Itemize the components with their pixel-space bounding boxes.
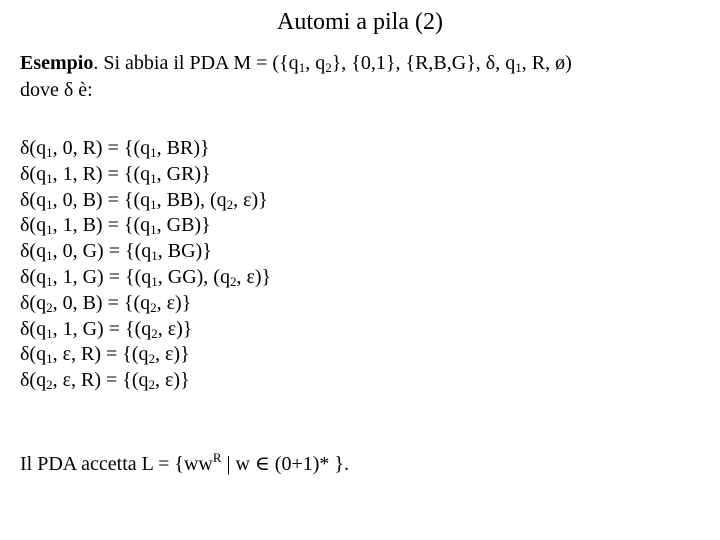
text-run: , q <box>305 52 326 74</box>
text-run: dove δ è: <box>20 79 93 101</box>
text-run: , GR)} <box>156 162 211 185</box>
transition-rule <box>20 162 271 188</box>
text-run: Il PDA accetta L = {ww <box>20 453 213 475</box>
transition-rule <box>20 265 271 291</box>
text-run: δ(q <box>20 214 47 237</box>
slide-title: Automi a pila (2) <box>277 9 443 35</box>
subscript: 1 <box>46 145 53 160</box>
text-run: , 1, R) = {(q <box>52 162 151 185</box>
text-run: , 0, G) = {(q <box>52 240 152 263</box>
subscript: 1 <box>298 60 306 75</box>
subscript: 2 <box>229 273 237 289</box>
transition-rule <box>20 188 271 214</box>
transition-list <box>20 136 271 394</box>
transition-rule <box>20 342 271 368</box>
subscript: 2 <box>148 377 156 393</box>
text-run: , ε)} <box>157 317 193 340</box>
subscript: 1 <box>150 222 157 238</box>
text-run: , 0, R) = {(q <box>52 137 151 159</box>
intro-line <box>20 50 710 77</box>
intro-line-1 <box>93 52 571 74</box>
superscript: R <box>212 450 222 465</box>
transition-rule <box>20 368 271 394</box>
text-run: , GG), (q <box>157 265 230 288</box>
text-run: , 1, G) = {(q <box>52 317 152 340</box>
text-run: δ(q <box>20 317 47 340</box>
text-run: δ(q <box>20 369 47 392</box>
subscript: 1 <box>46 325 53 341</box>
text-run: δ(q <box>20 343 47 366</box>
text-run: , ε)} <box>156 291 192 314</box>
subscript: 2 <box>325 60 332 75</box>
text-run: δ(q <box>20 188 47 211</box>
text-run: δ(q <box>20 291 47 314</box>
text-run: , ε, R) = {(q <box>52 343 149 366</box>
subscript: 1 <box>150 145 157 160</box>
text-run: | w ∈ (0+1)* }. <box>221 453 349 475</box>
subscript: 1 <box>150 170 157 186</box>
text-run: , ε)} <box>233 188 268 211</box>
subscript: 1 <box>46 170 53 186</box>
subscript: 2 <box>148 351 156 367</box>
text-run: , ε, R) = {(q <box>52 369 149 392</box>
text-run: , GB)} <box>156 214 211 237</box>
subscript: 2 <box>150 299 157 315</box>
subscript: 1 <box>46 222 53 238</box>
text-run: , R, ø) <box>521 52 572 74</box>
language-statement <box>20 450 349 478</box>
subscript: 2 <box>226 196 234 212</box>
text-run: δ(q <box>20 137 47 159</box>
subscript: 2 <box>46 299 53 315</box>
text-run: , BG)} <box>157 240 212 263</box>
subscript: 2 <box>151 325 158 341</box>
text-run: }, {0,1}, {R,B,G}, δ, q <box>331 52 516 74</box>
subscript: 1 <box>46 248 53 264</box>
subscript: 1 <box>46 196 53 212</box>
example-heading: Esempio <box>20 52 94 74</box>
subscript: 1 <box>151 273 158 289</box>
text-run: , BB), (q <box>156 188 227 211</box>
text-run: . Si abbia il PDA M = ({q <box>93 52 299 74</box>
transition-rule <box>20 291 271 317</box>
subscript: 1 <box>46 273 53 289</box>
example-intro <box>20 50 710 104</box>
text-run: δ(q <box>20 265 47 288</box>
transition-rule <box>20 213 271 239</box>
text-run: δ(q <box>20 162 47 185</box>
text-run: , ε)} <box>236 265 272 288</box>
subscript: 1 <box>151 248 158 264</box>
text-run: , 1, G) = {(q <box>52 265 152 288</box>
text-run: , BR)} <box>156 137 210 159</box>
subscript: 1 <box>46 351 53 367</box>
text-run: , 0, B) = {(q <box>52 291 151 314</box>
text-run: δ(q <box>20 240 47 263</box>
text-run: , 0, B) = {(q <box>52 188 151 211</box>
transition-rule <box>20 317 271 343</box>
text-run: , ε)} <box>155 369 190 392</box>
transition-rule <box>20 136 271 162</box>
text-run: , ε)} <box>155 343 190 366</box>
transition-rule <box>20 239 271 265</box>
subscript: 1 <box>515 60 522 75</box>
subscript: 2 <box>46 377 53 393</box>
intro-line <box>20 77 710 104</box>
text-run: , 1, B) = {(q <box>52 214 151 237</box>
subscript: 1 <box>150 196 157 212</box>
